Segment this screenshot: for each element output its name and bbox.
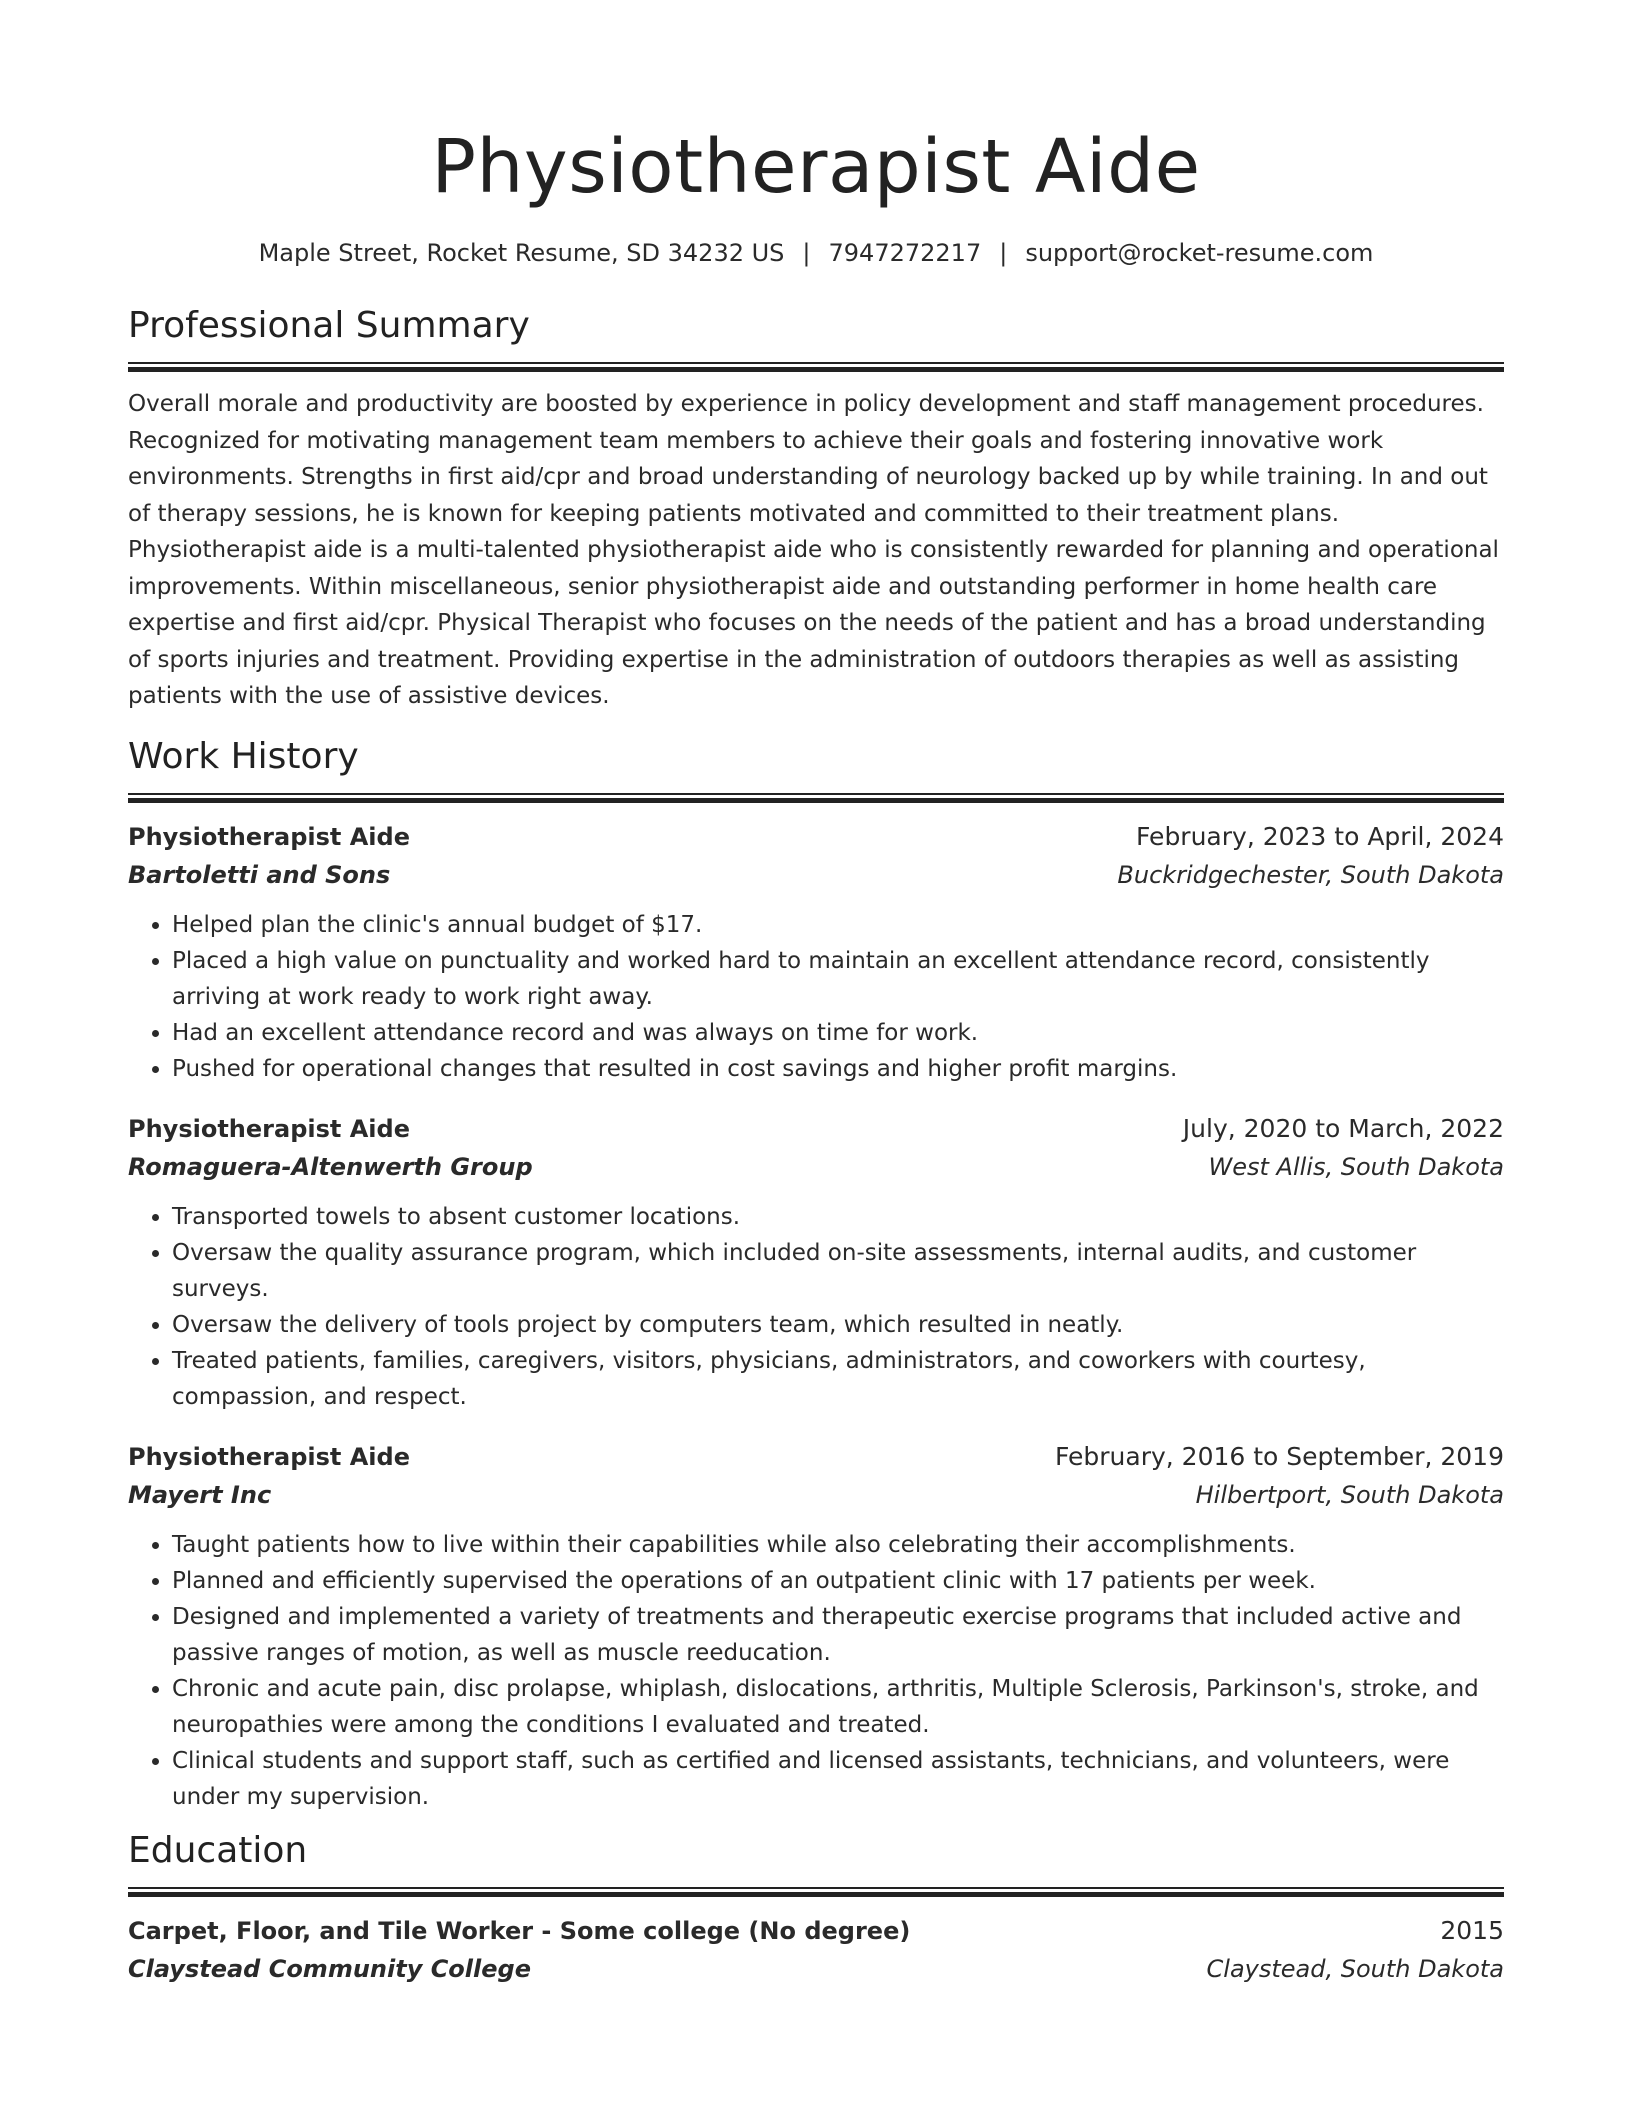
job-employer-row xyxy=(128,1147,1504,1187)
job-bullet: • Chronic and acute pain, disc prolapse, whiplash, dislocations, arthritis, Multiple Sclerosis, Parkinson's, stroke, and neuropathies were among the conditions I evaluated and treated. xyxy=(172,1671,1504,1743)
job-bullets xyxy=(128,1527,1504,1815)
section-divider xyxy=(128,362,1504,372)
contact-phone: 7947272217 xyxy=(828,239,982,267)
education-header-row xyxy=(128,1913,1504,1949)
summary-text: Overall morale and productivity are boosted by experience in policy development and staff management procedures. Recognized for motivating management team members to achieve their goals and fostering innovative work environments. Strengths in first aid/cpr and broad understanding of neurology backed up by while training. In and out of therapy sessions, he is known for keeping patients motivated and committed to their treatment plans. Physiotherapist aide is a multi-talented physiotherapist aide who is consistently rewarded for planning and operational improvements. Within miscellaneous, senior physiotherapist aide and outstanding performer in home health care expertise and first aid/cpr. Physical Therapist who focuses on the needs of the patient and has a broad understanding of sports injuries and treatment. Providing expertise in the administration of outdoors therapies as well as assisting patients with the use of assistive devices. xyxy=(128,391,1499,709)
job-bullet: • Placed a high value on punctuality and worked hard to maintain an excellent attendance record, consistently arriving at work ready to work right away. xyxy=(172,943,1504,1015)
job-bullet: • Taught patients how to live within their capabilities while also celebrating their accomplishments. xyxy=(172,1527,1504,1563)
contact-separator: | xyxy=(802,239,811,267)
education-school: Claystead Community College xyxy=(128,1954,531,1983)
job-employer: Bartoletti and Sons xyxy=(128,860,391,889)
job-dates: July, 2020 to March, 2022 xyxy=(1182,1113,1504,1143)
job-employer-row xyxy=(128,855,1504,895)
job-title: Physiotherapist Aide xyxy=(128,1114,410,1143)
job-bullet: • Had an excellent attendance record and was always on time for work. xyxy=(172,1015,1504,1051)
contact-email: support@rocket-resume.com xyxy=(1025,239,1374,267)
job-bullet: • Pushed for operational changes that resulted in cost savings and higher profit margins. xyxy=(172,1051,1504,1087)
job-bullets xyxy=(128,1199,1504,1415)
job-employer: Mayert Inc xyxy=(128,1480,272,1509)
job-header-row xyxy=(128,819,1504,855)
summary-heading: Professional Summary xyxy=(128,305,530,346)
job-title: Physiotherapist Aide xyxy=(128,822,410,851)
job-location: Hilbertport, South Dakota xyxy=(1195,1480,1504,1509)
job-entry xyxy=(128,819,1504,1087)
job-entry xyxy=(128,1439,1504,1815)
section-divider xyxy=(128,1887,1504,1897)
job-employer-row xyxy=(128,1475,1504,1515)
job-dates: February, 2023 to April, 2024 xyxy=(1136,821,1504,851)
job-bullet: • Designed and implemented a variety of treatments and therapeutic exercise programs that included active and passive ranges of motion, as well as muscle reeducation. xyxy=(172,1599,1504,1671)
education-degree: Carpet, Floor, and Tile Worker - Some college (No degree) xyxy=(128,1916,911,1945)
summary-section xyxy=(128,302,1504,715)
contact-line xyxy=(128,236,1504,270)
job-bullet: • Oversaw the delivery of tools project by computers team, which resulted in neatly. xyxy=(172,1307,1504,1343)
job-header-row xyxy=(128,1439,1504,1475)
work-history-heading: Work History xyxy=(128,735,359,777)
education-school-row xyxy=(128,1949,1504,1989)
job-bullets xyxy=(128,907,1504,1087)
job-bullet: • Helped plan the clinic's annual budget of $17. xyxy=(172,907,1504,943)
job-dates: February, 2016 to September, 2019 xyxy=(1055,1441,1504,1471)
job-header-row xyxy=(128,1111,1504,1147)
education-year: 2015 xyxy=(1440,1915,1504,1945)
contact-separator: | xyxy=(999,239,1008,267)
job-bullet: • Clinical students and support staff, such as certified and licensed assistants, technicians, and volunteers, were under my supervision. xyxy=(172,1743,1504,1815)
education-entry xyxy=(128,1913,1504,1989)
job-employer: Romaguera-Altenwerth Group xyxy=(128,1152,533,1181)
work-history-section xyxy=(128,733,1504,1815)
job-location: Buckridgechester, South Dakota xyxy=(1117,860,1504,889)
education-heading: Education xyxy=(128,1829,308,1871)
section-divider xyxy=(128,793,1504,803)
job-location: West Allis, South Dakota xyxy=(1208,1152,1504,1181)
job-bullet: • Treated patients, families, caregivers, visitors, physicians, administrators, and coworkers with courtesy, compassion, and respect. xyxy=(172,1343,1504,1415)
resume-name: Physiotherapist Aide xyxy=(431,124,1201,210)
job-entry xyxy=(128,1111,1504,1415)
education-location: Claystead, South Dakota xyxy=(1206,1954,1504,1983)
education-section xyxy=(128,1827,1504,1989)
job-bullet: • Transported towels to absent customer locations. xyxy=(172,1199,1504,1235)
contact-address: Maple Street, Rocket Resume, SD 34232 US xyxy=(258,239,785,267)
job-bullet: • Oversaw the quality assurance program, which included on-site assessments, internal audits, and customer surveys. xyxy=(172,1235,1504,1307)
job-bullet: • Planned and efficiently supervised the operations of an outpatient clinic with 17 patients per week. xyxy=(172,1563,1504,1599)
job-title: Physiotherapist Aide xyxy=(128,1442,410,1471)
